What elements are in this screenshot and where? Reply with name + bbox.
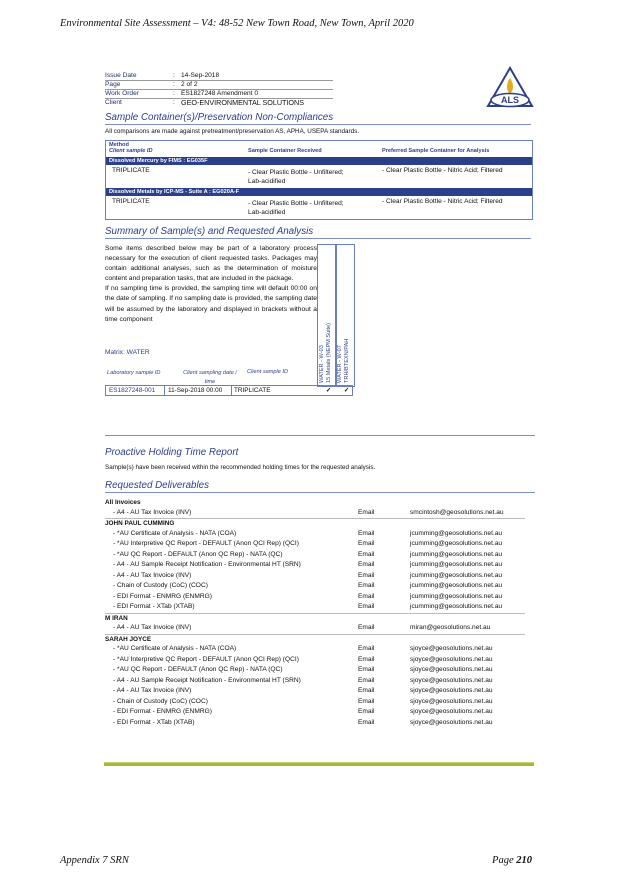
deliverable-email: jcumming@geosolutions.net.au	[410, 550, 503, 558]
meta-divider	[105, 80, 333, 81]
deliverable-name: - *AU Interpretive QC Report - DEFAULT (Anon QCI Rep) (QCI)	[113, 540, 299, 547]
als-logo-icon	[486, 66, 534, 110]
deliverable-row	[105, 718, 525, 729]
container-received-line2: Lab-acidified	[248, 209, 286, 216]
deliverable-row	[105, 581, 525, 592]
deliverable-email: sjoyce@geosolutions.net.au	[410, 697, 493, 705]
deliverable-name: - *AU QC Report - DEFAULT (Anon QC Rep) - NATA (QC)	[113, 666, 283, 673]
noncompliance-table	[105, 140, 533, 220]
deliverable-name: - A4 - AU Tax Invoice (INV)	[113, 687, 192, 694]
meta-label: Client	[105, 99, 122, 106]
deliverable-email: sjoyce@geosolutions.net.au	[410, 655, 493, 663]
recipient-group: M IRAN	[105, 614, 128, 622]
deliverable-name: - A4 - AU Tax Invoice (INV)	[113, 508, 192, 516]
deliverable-method: Email	[358, 687, 375, 694]
deliverable-name: - *AU Interpretive QC Report - DEFAULT (Anon QCI Rep) (QCI)	[113, 655, 299, 663]
deliverable-method: Email	[358, 708, 375, 715]
deliverable-method: Email	[358, 676, 375, 684]
section-rule	[105, 238, 531, 239]
sample-lab-id: ES1827248-001	[109, 387, 156, 394]
meta-row-issue-date: Issue Date : 14-Sep-2018	[105, 72, 220, 79]
deliverable-row	[105, 560, 525, 571]
deliverable-method: Email	[358, 666, 375, 673]
deliverable-name: - A4 - AU Sample Receipt Notification - Environmental HT (SRN)	[113, 676, 301, 684]
logo-text: ALS	[501, 95, 519, 106]
footer-rule	[104, 762, 534, 766]
deliverable-row	[105, 550, 525, 561]
deliverable-email: miran@geosolutions.net.au	[410, 624, 491, 631]
deliverable-email: sjoyce@geosolutions.net.au	[410, 676, 493, 684]
section-rule	[105, 435, 535, 436]
deliverable-method: Email	[358, 592, 375, 600]
deliverable-email: sjoyce@geosolutions.net.au	[410, 718, 493, 726]
flame-icon	[507, 78, 513, 94]
deliverable-row	[105, 623, 525, 634]
noncompliance-table-header	[106, 141, 532, 155]
meta-value: 14-Sep-2018	[181, 72, 220, 79]
deliverable-method: Email	[358, 718, 375, 726]
holding-text: Sample(s) have been received within the recommended holding times for the requested analysis.	[105, 464, 376, 471]
deliverable-method: Email	[358, 582, 375, 589]
deliverable-email: jcumming@geosolutions.net.au	[410, 603, 503, 610]
deliverable-name: - EDI Format - ENMRG (ENMRG)	[113, 592, 212, 600]
container-received: - Clear Plastic Bottle - Unfiltered;	[248, 169, 344, 176]
sample-row	[105, 385, 353, 396]
recipient-group: All Invoices	[105, 499, 141, 506]
deliverable-method: Email	[358, 655, 375, 663]
meta-value: ES1827248 Amendment 0	[181, 90, 258, 97]
deliverable-method: Email	[358, 603, 375, 610]
deliverable-name: - A4 - AU Tax Invoice (INV)	[113, 571, 192, 579]
deliverable-email: jcumming@geosolutions.net.au	[410, 561, 503, 568]
deliverable-email: sjoyce@geosolutions.net.au	[410, 645, 493, 652]
client-sample-id: TRIPLICATE	[112, 167, 150, 174]
deliverable-method: Email	[358, 550, 375, 558]
deliverable-email: jcumming@geosolutions.net.au	[410, 582, 503, 589]
deliverable-row	[105, 508, 525, 519]
summary-title: Summary of Sample(s) and Requested Analysis	[105, 226, 314, 237]
deliverable-email: jcumming@geosolutions.net.au	[410, 592, 503, 600]
meta-value: GEO-ENVIRONMENTAL SOLUTIONS	[181, 98, 305, 107]
deliverable-row	[105, 686, 525, 697]
deliverable-method: Email	[358, 529, 375, 537]
summary-paragraph-1: Some items described below may be part of a laboratory process necessary for the execution of client requested tasks. Packages may contain additional analyses, such as the determination of moisture content and preparation tasks, that are included in the package.	[105, 245, 317, 283]
deliverable-name: - *AU Certificate of Analysis - NATA (COA)	[113, 645, 237, 652]
deliverable-email: smcintosh@geosolutions.net.au	[410, 508, 504, 516]
check-icon: ✓	[343, 387, 350, 394]
method-band: Dissolved Metals by ICP-MS - Suite A : EG020A-F	[106, 188, 532, 196]
deliverable-method: Email	[358, 508, 375, 516]
als-logo	[486, 66, 534, 110]
meta-divider	[105, 89, 333, 90]
col-preferred-container: Preferred Sample Container for Analysis	[382, 148, 490, 154]
preferred-container: - Clear Plastic Bottle - Nitric Acid; Filtered	[382, 198, 503, 205]
deliverable-row	[105, 697, 525, 708]
col-container-received: Sample Container Received	[248, 148, 322, 154]
summary-paragraph	[105, 244, 317, 325]
deliverable-row	[105, 602, 525, 613]
deliverable-name: - EDI Format - XTab (XTAB)	[113, 603, 195, 610]
deliverable-email: jcumming@geosolutions.net.au	[410, 540, 503, 547]
deliverable-name: - EDI Format - ENMRG (ENMRG)	[113, 708, 212, 715]
deliverable-row	[105, 665, 525, 676]
analysis-2-code: WATER - W-07	[337, 345, 343, 383]
deliverable-email: sjoyce@geosolutions.net.au	[410, 687, 493, 694]
col-method: Method	[109, 142, 129, 148]
noncompliance-title: Sample Container(s)/Preservation Non-Compliances	[105, 112, 334, 123]
deliverable-email: sjoyce@geosolutions.net.au	[410, 708, 493, 715]
deliverable-method: Email	[358, 571, 375, 579]
recipient-group: SARAH JOYCE	[105, 635, 152, 643]
deliverables-list	[105, 498, 525, 728]
deliverable-name: - A4 - AU Sample Receipt Notification - Environmental HT (SRN)	[113, 561, 301, 568]
deliverable-email: jcumming@geosolutions.net.au	[410, 529, 503, 537]
deliverable-method: Email	[358, 645, 375, 652]
col-sampling-date: Client sampling date / time	[183, 370, 237, 385]
holding-title: Proactive Holding Time Report	[105, 447, 239, 458]
meta-row-work-order: Work Order : ES1827248 Amendment 0	[105, 90, 258, 97]
preferred-container: - Clear Plastic Bottle - Nitric Acid; Filtered	[382, 167, 503, 174]
footer-appendix: Appendix 7 SRN	[60, 855, 129, 866]
deliverable-method: Email	[358, 561, 375, 568]
deliverable-name: - EDI Format - XTab (XTAB)	[113, 718, 195, 726]
client-sample-id: TRIPLICATE	[112, 198, 150, 205]
check-icon: ✓	[325, 387, 332, 394]
deliverable-name: - *AU Certificate of Analysis - NATA (COA)	[113, 529, 237, 537]
deliverable-name: - *AU QC Report - DEFAULT (Anon QC Rep) - NATA (QC)	[113, 550, 283, 558]
analysis-1-code: WATER - W-03	[319, 345, 325, 383]
meta-row-client: Client : GEO-ENVIRONMENTAL SOLUTIONS	[105, 98, 305, 107]
summary-paragraph-2: If no sampling time is provided, the sampling time will default 00:00 on the date of sampling. If no sampling date is provided, the sampling date will be assumed by the laboratory and displayed in brackets without a time component	[105, 285, 317, 323]
footer-page	[492, 855, 532, 866]
sample-date: 11-Sep-2018 00:00	[168, 387, 223, 394]
deliverable-row	[105, 644, 525, 655]
meta-label: Page	[105, 81, 121, 88]
section-rule	[105, 124, 531, 125]
deliverable-name: - Chain of Custody (CoC) (COC)	[113, 697, 208, 705]
meta-divider	[105, 98, 333, 99]
col-lab-sample-id: Laboratory sample ID	[107, 370, 161, 376]
deliverable-row	[105, 529, 525, 540]
sample-client-id: TRIPLICATE	[234, 387, 271, 394]
deliverable-method: Email	[358, 624, 375, 631]
matrix-label	[105, 349, 150, 356]
method-band: Dissolved Mercury by FIMS : EG035F	[106, 157, 532, 165]
col-client-sample-id: Client sample ID	[247, 369, 289, 375]
col-client-sample-id: Client sample ID	[109, 148, 153, 154]
analysis-1-name: 15 Metals (NEPM Suite)	[326, 323, 332, 383]
deliverable-email: sjoyce@geosolutions.net.au	[410, 666, 493, 673]
matrix-text: Matrix: WATER	[105, 349, 150, 356]
deliverable-row	[105, 539, 525, 550]
deliverable-name: - Chain of Custody (CoC) (COC)	[113, 582, 208, 589]
deliverable-name: - A4 - AU Tax Invoice (INV)	[113, 624, 192, 631]
meta-label: Work Order	[105, 90, 139, 97]
deliverable-method: Email	[358, 540, 375, 547]
page-header: Environmental Site Assessment – V4: 48-52 New Town Road, New Town, April 2020	[60, 18, 414, 29]
deliverable-row	[105, 571, 525, 582]
deliverable-row	[105, 676, 525, 687]
container-received-line2: Lab-acidified	[248, 178, 286, 185]
deliverable-email: jcumming@geosolutions.net.au	[410, 571, 503, 579]
analysis-2-name: TRH/BTEXN/PAH	[344, 338, 350, 383]
deliverable-row	[105, 707, 525, 718]
deliverable-row	[105, 592, 525, 603]
recipient-group: JOHN PAUL CUMMING	[105, 520, 175, 527]
meta-value: 2 of 2	[181, 81, 198, 88]
footer-page-number: 210	[516, 855, 532, 866]
container-received: - Clear Plastic Bottle - Unfiltered;	[248, 200, 344, 207]
deliverable-row	[105, 655, 525, 666]
meta-row-page: Page : 2 of 2	[105, 81, 198, 88]
section-rule	[105, 492, 535, 493]
noncompliance-intro: All comparisons are made against pretreatment/preservation AS, APHA, USEPA standards.	[105, 128, 359, 135]
deliverables-title: Requested Deliverables	[105, 480, 210, 491]
meta-label: Issue Date	[105, 72, 137, 79]
deliverable-method: Email	[358, 697, 375, 705]
footer-page-label: Page	[492, 855, 514, 866]
